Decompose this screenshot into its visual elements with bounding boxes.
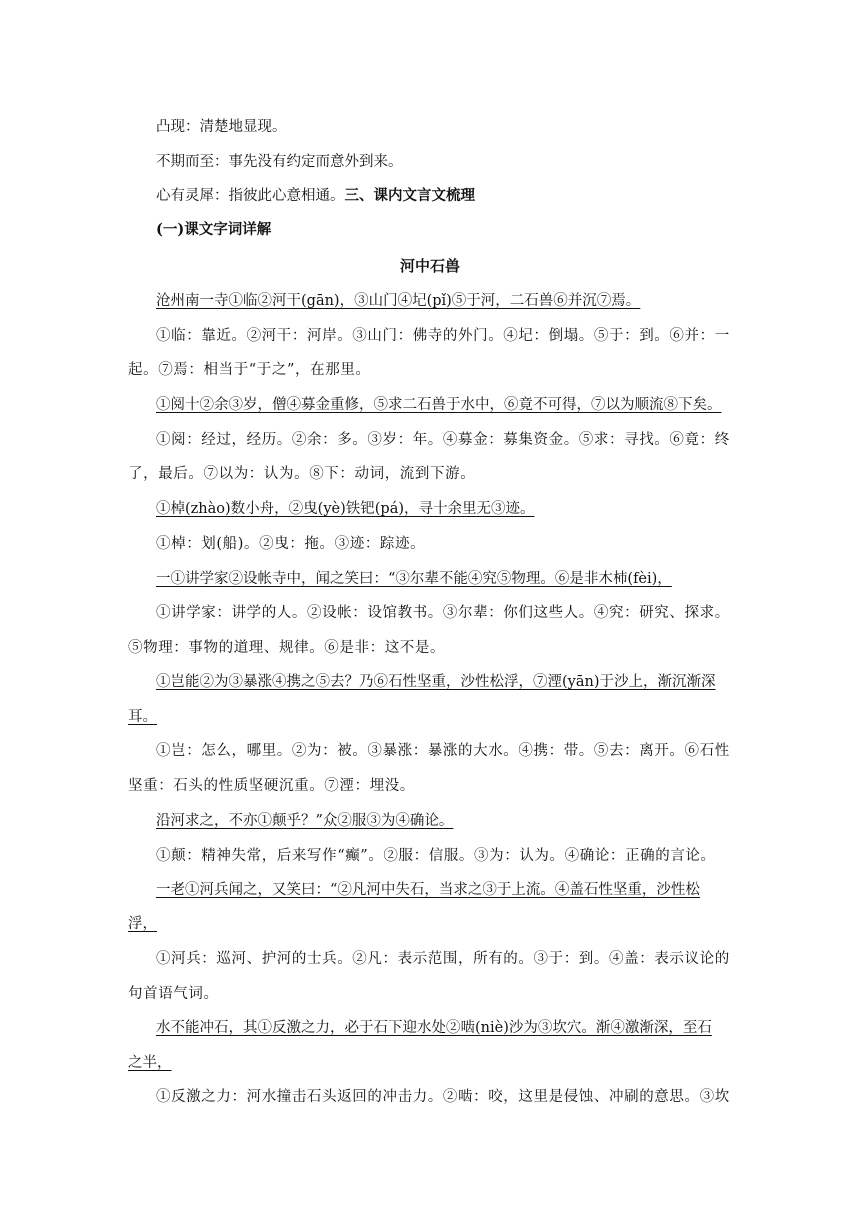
vocab-entry: 心有灵犀：指彼此心意相通。 [156, 188, 345, 204]
passage-line: ①棹(zhào)数小舟，②曳(yè)铁钯(pá)，寻十余里无③迹。 [156, 501, 535, 517]
annotation-line: ①临：靠近。②河干：河岸。③山门：佛寺的外门。④圮：倒塌。⑤于：到。⑥并：一 [156, 328, 730, 344]
vocab-entry: 凸现：清楚地显现。 [156, 119, 287, 135]
vocab-entry: 不期而至：事先没有约定而意外到来。 [156, 154, 403, 170]
section-heading: 三、课内文言文梳理 [344, 187, 475, 204]
annotation-line: 起。⑦焉：相当于“于之”，在那里。 [128, 362, 371, 378]
annotation-line: 句首语气词。 [128, 986, 219, 1002]
passage-line: ①阅十②余③岁，僧④募金重修，⑤求二石兽于水中，⑥竟不可得，⑦以为顺流⑧下矣。 [156, 397, 722, 413]
passage-line: 沿河求之，不亦①颠乎？”众②服③为④确论。 [156, 813, 454, 829]
passage-line: 一①讲学家②设帐寺中，闻之笑曰：“③尔辈不能④究⑤物理。⑥是非木杮(fèi)， [156, 571, 672, 587]
annotation-line: 了，最后。⑦以为：认为。⑧下：动词，流到下游。 [128, 466, 476, 482]
annotation-line: ⑤物理：事物的道理、规律。⑥是非：这不是。 [128, 640, 446, 656]
passage-line: 耳。 [128, 709, 157, 725]
annotation-line: ①阅：经过，经历。②余：多。③岁：年。④募金：募集资金。⑤求：寻找。⑥竟：终 [156, 432, 730, 448]
annotation-line: ①棹：划(船)。②曳：拖。③迹：踪迹。 [156, 536, 426, 552]
passage-line: 水不能冲石，其①反激之力，必于石下迎水处②啮(niè)沙为③坎穴。渐④激渐深，至石 [156, 1020, 712, 1036]
annotation-line: ①岂：怎么，哪里。②为：被。③暴涨：暴涨的大水。④携：带。⑤去：离开。⑥石性 [156, 743, 730, 759]
passage-line: 一老①河兵闻之，又笑曰：“②凡河中失石，当求之③于上流。④盖石性坚重，沙性松 [156, 882, 700, 898]
annotation-line: ①反激之力：河水撞击石头返回的冲击力。②啮：咬，这里是侵蚀、冲刷的意思。③坎 [156, 1089, 730, 1105]
text-title: 河中石兽 [399, 257, 460, 275]
passage-line: 浮， [128, 916, 157, 932]
passage-line: 沧州南一寺①临②河干(gān)，③山门④圮(pǐ)⑤于河，二石兽⑥并沉⑦焉。 [156, 293, 641, 309]
annotation-line: ①颠：精神失常，后来写作“癫”。②服：信服。③为：认为。④确论：正确的言论。 [156, 848, 716, 864]
annotation-line: ①讲学家：讲学的人。②设帐：设馆教书。③尔辈：你们这些人。④究：研究、探求。 [156, 605, 730, 621]
passage-line: 之半， [128, 1055, 172, 1071]
annotation-line: 坚重：石头的性质坚硬沉重。⑦湮：埋没。 [128, 778, 415, 794]
passage-line: ①岂能②为③暴涨④携之⑤去？乃⑥石性坚重，沙性松浮，⑦湮(yān)于沙上，渐沉渐深 [156, 674, 716, 690]
annotation-line: ①河兵：巡河、护河的士兵。②凡：表示范围，所有的。③于：到。④盖：表示议论的 [156, 951, 730, 967]
vocab-entry-with-heading [156, 187, 734, 205]
subsection-heading: (一)课文字词详解 [156, 221, 272, 238]
